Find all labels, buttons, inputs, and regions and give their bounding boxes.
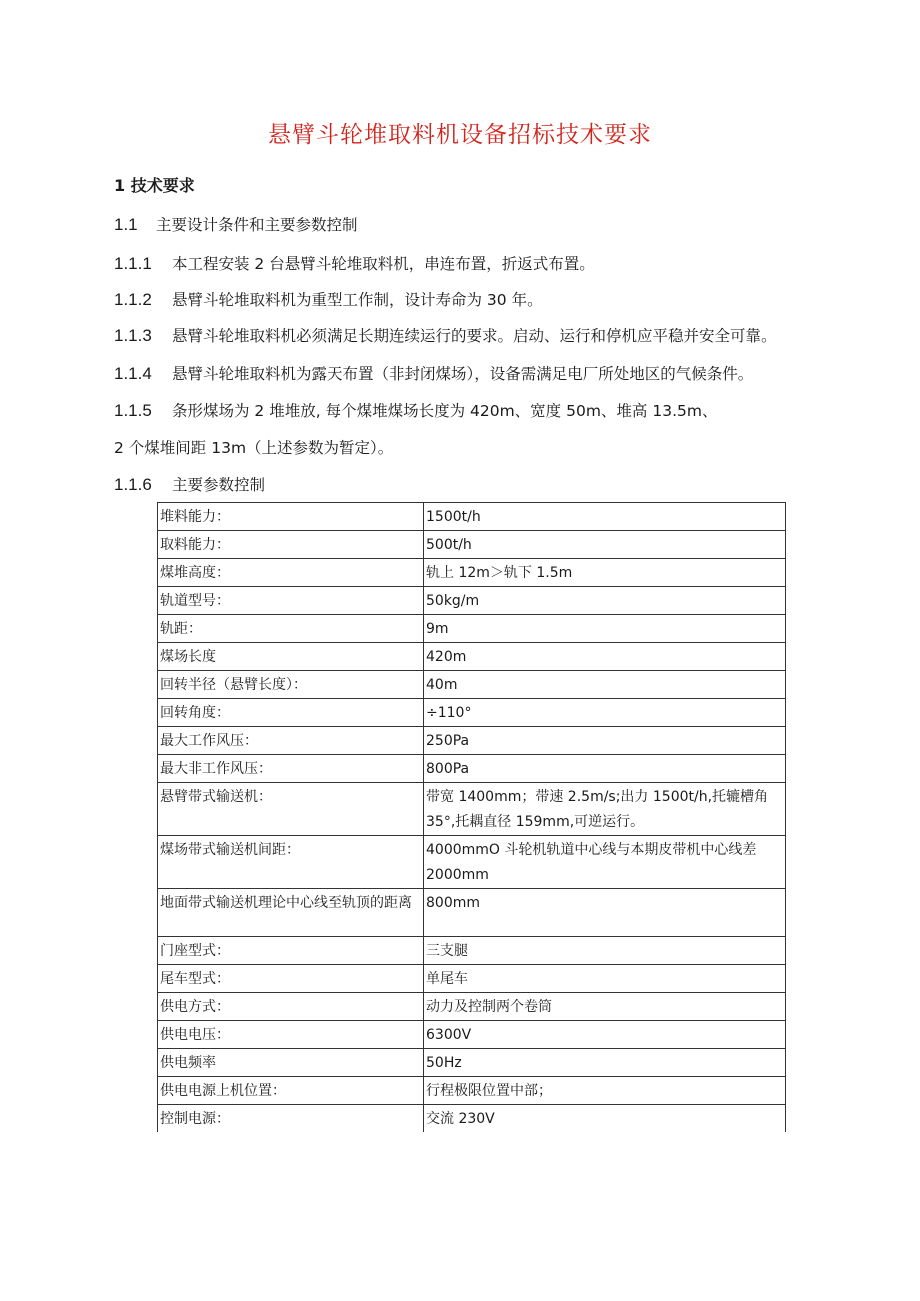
- param-label: 回转角度：: [158, 699, 424, 727]
- table-row: [158, 993, 786, 1021]
- table-row: [158, 615, 786, 643]
- clause: [114, 399, 717, 421]
- table-row: [158, 755, 786, 783]
- clause-text: 悬臂斗轮堆取料机为重型工作制，设计寿命为 30 年。: [172, 291, 543, 309]
- param-label: 轨道型号：: [158, 587, 424, 615]
- param-value: 交流 230V: [424, 1105, 786, 1133]
- param-label: 堆料能力：: [158, 503, 424, 531]
- clause-text: 本工程安装 2 台悬臂斗轮堆取料机，串连布置，折返式布置。: [172, 255, 595, 273]
- param-label: 回转半径（悬臂长度）：: [158, 671, 424, 699]
- clause: [114, 362, 753, 384]
- document-title: 悬臂斗轮堆取料机设备招标技术要求: [268, 122, 652, 148]
- table-row: [158, 503, 786, 531]
- table-row: [158, 1105, 786, 1133]
- param-value: 250Pa: [424, 727, 786, 755]
- param-label: 悬臂带式输送机：: [158, 783, 424, 836]
- param-label: 轨距：: [158, 615, 424, 643]
- table-row: [158, 965, 786, 993]
- table-row: [158, 889, 786, 937]
- param-value: 9m: [424, 615, 786, 643]
- table-row: [158, 1021, 786, 1049]
- param-label: 尾车型式：: [158, 965, 424, 993]
- table-row: [158, 727, 786, 755]
- clause-text: 悬臂斗轮堆取料机必须满足长期连续运行的要求。启动、运行和停机应平稳并安全可靠。: [172, 327, 777, 345]
- table-row: [158, 671, 786, 699]
- param-value: 800mm: [424, 889, 786, 937]
- param-label: 取料能力：: [158, 531, 424, 559]
- clause-number: 1.1.4: [114, 364, 152, 383]
- clause-text: 悬臂斗轮堆取料机为露天布置（非封闭煤场），设备需满足电厂所处地区的气候条件。: [172, 365, 754, 383]
- param-value: 50kg/m: [424, 587, 786, 615]
- param-label: 煤场长度: [158, 643, 424, 671]
- param-label: 煤场带式输送机间距：: [158, 836, 424, 889]
- param-value: 4000mmO 斗轮机轨道中心线与本期皮带机中心线差 2000mm: [424, 836, 786, 889]
- clause-number: 1.1: [114, 215, 138, 234]
- clause-number: 1.1.3: [114, 326, 152, 345]
- clause-number: 1.1.2: [114, 290, 152, 309]
- param-label: 供电电压：: [158, 1021, 424, 1049]
- param-value: 50Hz: [424, 1049, 786, 1077]
- clause: [114, 288, 543, 310]
- clause: [114, 324, 777, 346]
- param-label: 最大非工作风压：: [158, 755, 424, 783]
- table-row: [158, 1077, 786, 1105]
- parameter-table: [157, 502, 786, 1132]
- section-heading: 1 技术要求: [114, 176, 195, 195]
- param-value: 带宽 1400mm；带速 2.5m/s;出力 1500t/h,托辘槽角 35°,托耦直径 159mm,可逆运行。: [424, 783, 786, 836]
- param-label: 供电频率: [158, 1049, 424, 1077]
- param-label: 煤堆高度：: [158, 559, 424, 587]
- param-value: 420m: [424, 643, 786, 671]
- param-value: 6300V: [424, 1021, 786, 1049]
- table-row: [158, 937, 786, 965]
- table-row: [158, 587, 786, 615]
- table-row: [158, 559, 786, 587]
- param-label: 控制电源：: [158, 1105, 424, 1133]
- table-row: [158, 836, 786, 889]
- param-value: ÷110°: [424, 699, 786, 727]
- param-value: 单尾车: [424, 965, 786, 993]
- param-label: 供电电源上机位置：: [158, 1077, 424, 1105]
- clause-text: 2 个煤堆间距 13m（上述参数为暂定）。: [114, 439, 394, 457]
- param-label: 供电方式：: [158, 993, 424, 1021]
- clause-number: 1.1.1: [114, 254, 152, 273]
- table-row: [158, 699, 786, 727]
- table-row: [158, 783, 786, 836]
- param-value: 40m: [424, 671, 786, 699]
- param-value: 三支腿: [424, 937, 786, 965]
- param-value: 1500t/h: [424, 503, 786, 531]
- param-label: 地面带式输送机理论中心线至轨顶的距离: [158, 889, 424, 937]
- clause-continuation: [114, 436, 393, 458]
- clause: [114, 213, 358, 235]
- param-value: 轨上 12m＞轨下 1.5m: [424, 559, 786, 587]
- clause-number: 1.1.6: [114, 475, 152, 494]
- clause-number: 1.1.5: [114, 401, 152, 420]
- param-label: 最大工作风压：: [158, 727, 424, 755]
- clause-text: 主要参数控制: [172, 476, 266, 494]
- param-value: 500t/h: [424, 531, 786, 559]
- table-row: [158, 1049, 786, 1077]
- clause: [114, 252, 595, 274]
- clause: [114, 473, 265, 495]
- param-value: 800Pa: [424, 755, 786, 783]
- param-label: 门座型式：: [158, 937, 424, 965]
- table-row: [158, 643, 786, 671]
- clause-text: 条形煤场为 2 堆堆放, 每个煤堆煤场长度为 420m、宽度 50m、堆高 13.5m、: [172, 402, 718, 420]
- param-value: 动力及控制两个卷筒: [424, 993, 786, 1021]
- param-value: 行程极限位置中部；: [424, 1077, 786, 1105]
- table-row: [158, 531, 786, 559]
- clause-text: 主要设计条件和主要参数控制: [156, 216, 358, 234]
